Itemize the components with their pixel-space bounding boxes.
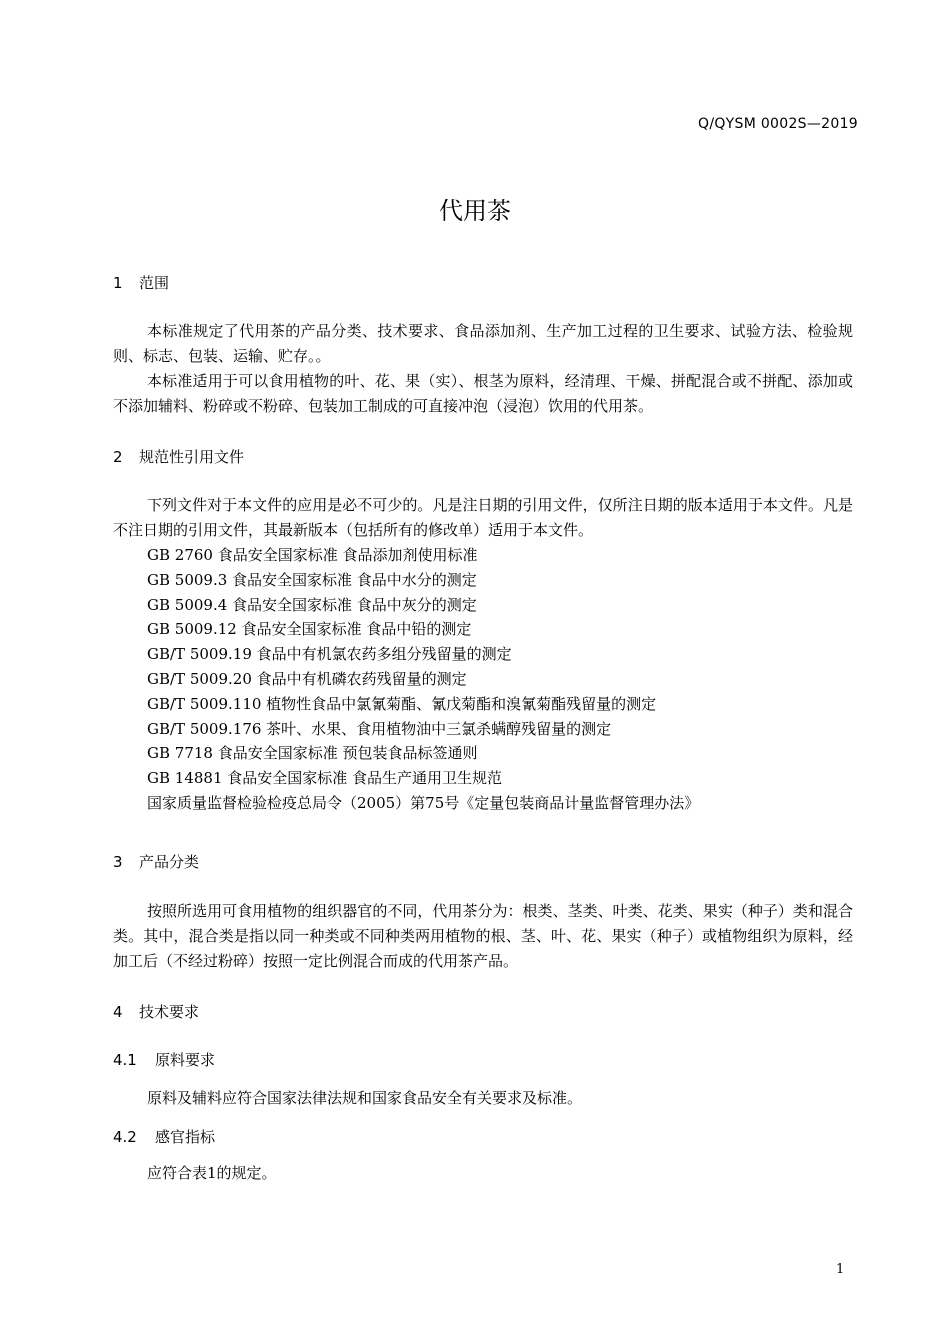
reference-item: GB 14881 食品安全国家标准 食品生产通用卫生规范	[147, 769, 503, 788]
section-1-heading	[113, 272, 169, 293]
reference-item: GB/T 5009.20 食品中有机磷农药残留量的测定	[147, 669, 467, 688]
reference-item: GB 5009.3 食品安全国家标准 食品中水分的测定	[147, 570, 477, 589]
subsection-number: 4.1	[113, 1051, 137, 1069]
reference-item: 国家质量监督检验检疫总局令（2005）第75号《定量包装商品计量监督管理办法》	[147, 793, 700, 812]
subsection-title: 原料要求	[155, 1051, 216, 1069]
section-number: 4	[113, 1003, 123, 1021]
reference-list	[147, 543, 699, 816]
reference-item: GB/T 5009.176 茶叶、水果、食用植物油中三氯杀螨醇残留量的测定	[147, 719, 612, 738]
document-title: 代用茶	[439, 197, 511, 225]
section-2-paragraph-1: 下列文件对于本文件的应用是必不可少的。凡是注日期的引用文件，仅所注日期的版本适用于本文件。凡是不注日期的引用文件，其最新版本（包括所有的修改单）适用于本文件。	[113, 496, 853, 539]
section-3-paragraph-1: 按照所选用可食用植物的组织器官的不同，代用茶分为：根类、茎类、叶类、花类、果实（种子）类和混合类。其中，混合类是指以同一种类或不同种类两用植物的根、茎、叶、花、果实（种子）或植物组织为原料，经加工后（不经过粉碎）按照一定比例混合而成的代用茶产品。	[113, 902, 853, 970]
section-3-heading	[113, 851, 199, 872]
section-title: 技术要求	[139, 1003, 200, 1021]
reference-item: GB 7718 食品安全国家标准 预包装食品标签通则	[147, 744, 478, 763]
section-title: 范围	[139, 274, 170, 292]
section-4-heading	[113, 1001, 199, 1022]
subsection-number: 4.2	[113, 1128, 137, 1146]
section-title: 产品分类	[139, 853, 200, 871]
reference-item: GB 5009.4 食品安全国家标准 食品中灰分的测定	[147, 595, 477, 614]
page-number: 1	[836, 1262, 845, 1277]
subsection-4-1-heading	[113, 1049, 215, 1070]
section-1-paragraph-2: 本标准适用于可以食用植物的叶、花、果（实）、根茎为原料，经清理、干燥、拼配混合或不拼配、添加或不添加辅料、粉碎或不粉碎、包装加工制成的可直接冲泡（浸泡）饮用的代用茶。	[113, 372, 853, 415]
subsection-4-2-text: 应符合表1的规定。	[147, 1164, 277, 1182]
section-title: 规范性引用文件	[139, 448, 245, 466]
section-1-paragraph-1: 本标准规定了代用茶的产品分类、技术要求、食品添加剂、生产加工过程的卫生要求、试验方法、检验规则、标志、包装、运输、贮存。。	[113, 322, 853, 365]
subsection-title: 感官指标	[155, 1128, 216, 1146]
reference-item: GB 2760 食品安全国家标准 食品添加剂使用标准	[147, 546, 478, 564]
subsection-4-2-heading	[113, 1126, 215, 1147]
reference-item: GB 5009.12 食品安全国家标准 食品中铅的测定	[147, 620, 472, 639]
reference-item: GB/T 5009.110 植物性食品中氯氰菊酯、氰戊菊酯和溴氰菊酯残留量的测定	[147, 694, 657, 713]
section-number: 1	[113, 274, 123, 292]
section-number: 3	[113, 853, 123, 871]
section-number: 2	[113, 448, 123, 466]
reference-item: GB/T 5009.19 食品中有机氯农药多组分残留量的测定	[147, 645, 512, 664]
subsection-4-1-text: 原料及辅料应符合国家法律法规和国家食品安全有关要求及标准。	[147, 1089, 583, 1107]
document-code: Q/QYSM 0002S—2019	[698, 116, 858, 132]
section-2-heading	[113, 446, 244, 467]
